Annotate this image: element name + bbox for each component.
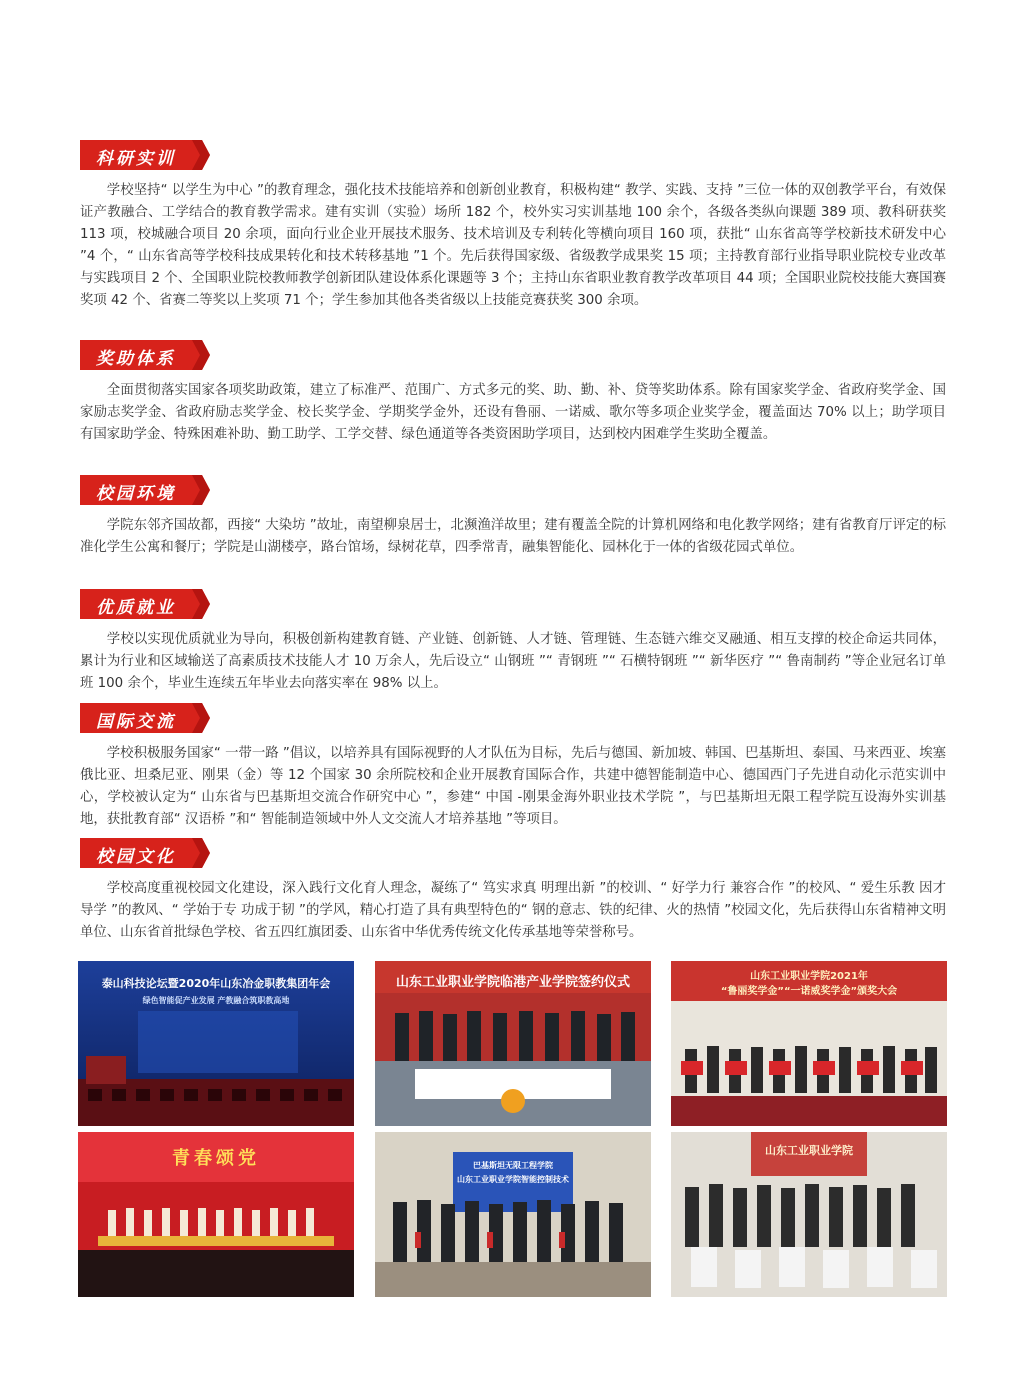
section-title: 奖助体系 (96, 349, 176, 369)
section-title: 校园文化 (96, 847, 176, 867)
photo-signing-title: 山东工业职业学院临港产业学院签约仪式 (395, 975, 630, 990)
photo-forum-title: 泰山科技论坛暨2020年山东冶金职教集团年会 (101, 977, 331, 990)
section-employment (80, 589, 946, 695)
section-title: 优质就业 (96, 598, 176, 618)
section-tag (80, 589, 210, 619)
section-text: 全面贯彻落实国家各项奖助政策，建立了标准严、范围广、方式多元的奖、助、勤、补、贷等奖助体系。除有国家奖学金、省政府奖学金、国家励志奖学金、省政府励志奖学金、校长奖学金、学期奖学金外，还设有鲁丽、一诺威、歌尔等多项企业奖学金，覆盖面达 70% 以上；助学项目有国家助学金、特殊困难补助、勤工助学、工学交替、绿色通道等各类资困助学项目，达到校内困难学生奖助全覆盖。 (80, 383, 946, 442)
section-international (80, 703, 946, 831)
photo-signing (375, 961, 651, 1126)
photo-forum (78, 961, 354, 1126)
section-title: 校园环境 (96, 484, 176, 504)
section-title: 国际交流 (96, 712, 176, 732)
section-title: 科研实训 (96, 149, 176, 169)
photo-performance-title: 青春颂党 (172, 1148, 260, 1169)
section-tag (80, 475, 210, 505)
photo-award (671, 961, 947, 1126)
section-text: 学校以实现优质就业为导向，积极创新构建教育链、产业链、创新链、人才链、管理链、生态链六维交叉融通、相互支撑的校企命运共同体，累计为行业和区域输送了高素质技术技能人才 10 万余人，先后设立“ 山钢班 ”“ 青钢班 ”“ 石横特钢班 ”“ 新华医疗 ”“ 鲁南制药 ”等企业冠名订单班 100 余个，毕业生连续五年毕业去向落实率在 98% 以上。 (80, 632, 946, 691)
photo-forum-subtitle: 绿色智能促产业发展 产教融合筑职教高地 (142, 996, 290, 1005)
photo-pakistan (375, 1132, 651, 1297)
photo-award-title: 山东工业职业学院2021年 (750, 971, 868, 982)
section-tag (80, 340, 210, 370)
photo-students (671, 1132, 947, 1297)
section-tag (80, 140, 210, 170)
section-scholarship (80, 340, 946, 446)
section-text: 学校坚持“ 以学生为中心 ”的教育理念，强化技术技能培养和创新创业教育，积极构建“ 教学、实践、支持 ”三位一体的双创教学平台，有效保证产教融合、工学结合的教育教学需求。建有实训（实验）场所 182 个，校外实习实训基地 100 余个，各级各类纵向课题 389 项、教科研获奖 113 项，校城融合项目 20 余项，面向行业企业开展技术服务、技术培训及专利转化等横向项目 160 项，获批“ 山东省高等学校新技术研发中心 ”4 个，“ 山东省高等学校科技成果转化和技术转移基地 ”1 个。先后获得国家级、省级教学成果奖 15 项；主持教育部行业指导职业院校专业改革与实践项目 2 个、全国职业院校教师教学创新团队建设体系化课题等 3 个；主持山东省职业教育教学改革项目 44 项；全国职业院校技能大赛国赛奖项 42 个、省赛二等奖以上奖项 71 个；学生参加其他各类省级以上技能竞赛获奖 300 余项。 (80, 183, 946, 308)
section-text: 学院东邻齐国故都，西接“ 大染坊 ”故址，南望柳泉居士，北濒渔洋故里；建有覆盖全院的计算机网络和电化教学网络；建有省教育厅评定的标准化学生公寓和餐厅；学院是山湖楼亭，路台馆场，绿树花草，四季常青，融集智能化、园林化于一体的省级花园式单位。 (80, 518, 947, 555)
photo-students-title: 山东工业职业学院 (765, 1144, 853, 1157)
section-text: 学校高度重视校园文化建设，深入践行文化育人理念，凝练了“ 笃实求真 明理出新 ”的校训、“ 好学力行 兼容合作 ”的校风、“ 爱生乐教 因才导学 ”的教风、“ 学始于专 功成于韧 ”的学风，精心打造了具有典型特色的“ 钢的意志、铁的纪律、火的热情 ”校园文化，先后获得山东省精神文明单位、山东省首批绿色学校、省五四红旗团委、山东省中华优秀传统文化传承基地等荣誉称号。 (80, 881, 946, 940)
photo-pakistan-title: 巴基斯坦无限工程学院 (473, 1161, 553, 1170)
photo-pakistan-subtitle: 山东工业职业学院智能控制技术 (457, 1175, 569, 1184)
section-culture (80, 838, 946, 944)
section-research (80, 140, 946, 312)
section-text: 学校积极服务国家“ 一带一路 ”倡议，以培养具有国际视野的人才队伍为目标，先后与德国、新加坡、韩国、巴基斯坦、泰国、马来西亚、埃塞俄比亚、坦桑尼亚、刚果（金）等 12 个国家 30 余所院校和企业开展教育国际合作，共建中德智能制造中心、德国西门子先进自动化示范实训中心，学校被认定为“ 山东省与巴基斯坦交流合作研究中心 ”，参建“ 中国 -刚果金海外职业技术学院 ”，与巴基斯坦无限工程学院互设海外实训基地，获批教育部“ 汉语桥 ”和“ 智能制造领域中外人文交流人才培养基地 ”等项目。 (80, 746, 947, 827)
section-tag (80, 838, 210, 868)
section-environment (80, 475, 946, 559)
section-tag (80, 703, 210, 733)
photo-pakistan-image (375, 1132, 651, 1297)
photo-award-subtitle: “鲁丽奖学金”“一诺威奖学金”颁奖大会 (720, 986, 898, 997)
photo-performance (78, 1132, 354, 1297)
